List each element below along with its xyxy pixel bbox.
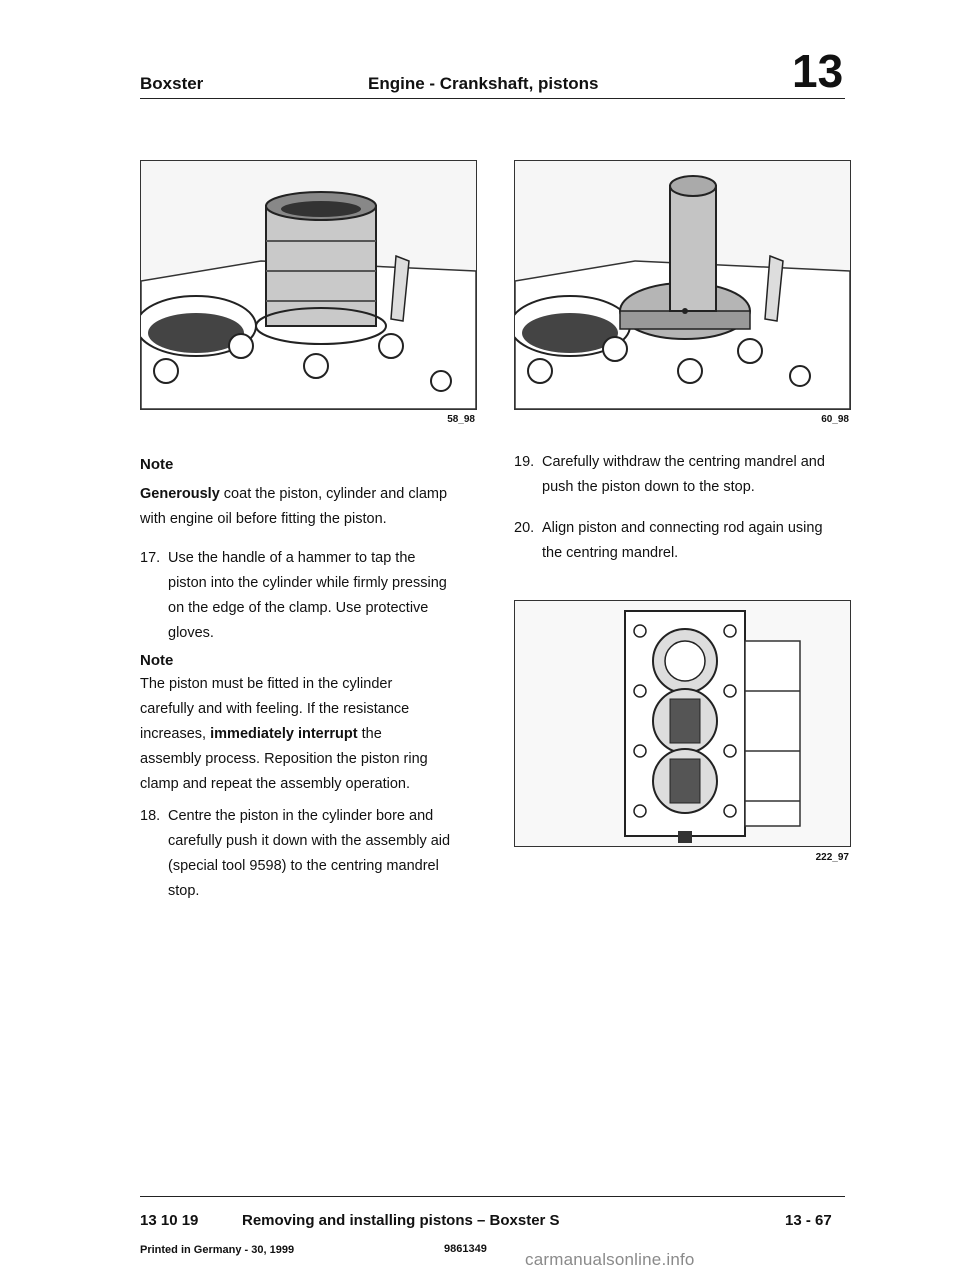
header-model: Boxster: [140, 74, 204, 93]
figure-1-label: 58_98: [447, 414, 475, 425]
step-17-text: [168, 546, 447, 646]
note-2-title: Note: [140, 652, 174, 669]
note-2-line-3-post: the: [357, 726, 382, 742]
note-2-line-1: The piston must be fitted in the cylinder: [140, 676, 393, 692]
note-2-line-3-pre: increases,: [140, 726, 211, 742]
step-20-number: 20.: [514, 520, 535, 536]
step-17-line-4: gloves.: [168, 625, 214, 641]
step-20-text: [542, 516, 823, 566]
note-2-line-4: assembly process. Reposition the piston ring: [140, 751, 428, 767]
step-17-line-3: on the edge of the clamp. Use protective: [168, 600, 429, 616]
footer-title: Removing and installing pistons – Boxster S: [242, 1212, 560, 1229]
step-18-text: [168, 804, 450, 904]
footer-divider: [140, 1196, 845, 1197]
header-divider: [140, 98, 845, 99]
figure-engine-block: [514, 600, 851, 847]
footer-printed: Printed in Germany - 30, 1999: [140, 1244, 295, 1256]
piston-clamp-illustration: [141, 161, 476, 409]
step-19-text: [542, 450, 825, 500]
centring-mandrel-illustration: [515, 161, 850, 409]
footer-code: 13 10 19: [140, 1212, 199, 1229]
step-20-line-1: Align piston and connecting rod again using: [542, 520, 823, 536]
step-17: [140, 546, 480, 656]
footer-page-number: 13 - 67: [785, 1212, 832, 1229]
step-17-number: 17.: [140, 550, 161, 566]
step-18-line-2: carefully push it down with the assembly aid: [168, 833, 451, 849]
step-18: [140, 804, 480, 914]
step-19: [514, 450, 854, 505]
figure-piston-clamp: [140, 160, 477, 410]
note-1-title: Note: [140, 456, 174, 473]
step-20: [514, 516, 854, 571]
note-1-line-1: coat the piston, cylinder and clamp: [219, 486, 448, 502]
step-19-line-1: Carefully withdraw the centring mandrel and: [542, 454, 825, 470]
engine-block-illustration: [515, 601, 850, 846]
watermark: carmanualsonline.info: [525, 1250, 695, 1269]
step-18-line-4: stop.: [168, 883, 200, 899]
header-chapter-number: 13: [792, 45, 844, 97]
note-2-text: [140, 672, 480, 797]
header-section-title: Engine - Crankshaft, pistons: [368, 74, 599, 93]
step-19-number: 19.: [514, 454, 535, 470]
figure-2-label: 60_98: [821, 414, 849, 425]
figure-centring-mandrel: [514, 160, 851, 410]
step-19-line-2: push the piston down to the stop.: [542, 479, 755, 495]
step-18-line-1: Centre the piston in the cylinder bore and: [168, 808, 434, 824]
note-2-line-2: carefully and with feeling. If the resistance: [140, 701, 410, 717]
note-2-emphasis: immediately interrupt: [210, 726, 358, 742]
step-17-line-1: Use the handle of a hammer to tap the: [168, 550, 416, 566]
step-18-number: 18.: [140, 808, 161, 824]
figure-3-label: 222_97: [815, 852, 849, 863]
note-1-emphasis: Generously: [140, 486, 220, 502]
note-1-text: [140, 482, 480, 532]
note-1-line-2: with engine oil before fitting the piston.: [140, 511, 387, 527]
note-2-line-5: clamp and repeat the assembly operation.: [140, 776, 411, 792]
step-18-line-3: (special tool 9598) to the centring mandrel: [168, 858, 439, 874]
step-17-line-2: piston into the cylinder while firmly pressing: [168, 575, 447, 591]
footer-part-number: 9861349: [444, 1243, 487, 1255]
step-20-line-2: the centring mandrel.: [542, 545, 679, 561]
